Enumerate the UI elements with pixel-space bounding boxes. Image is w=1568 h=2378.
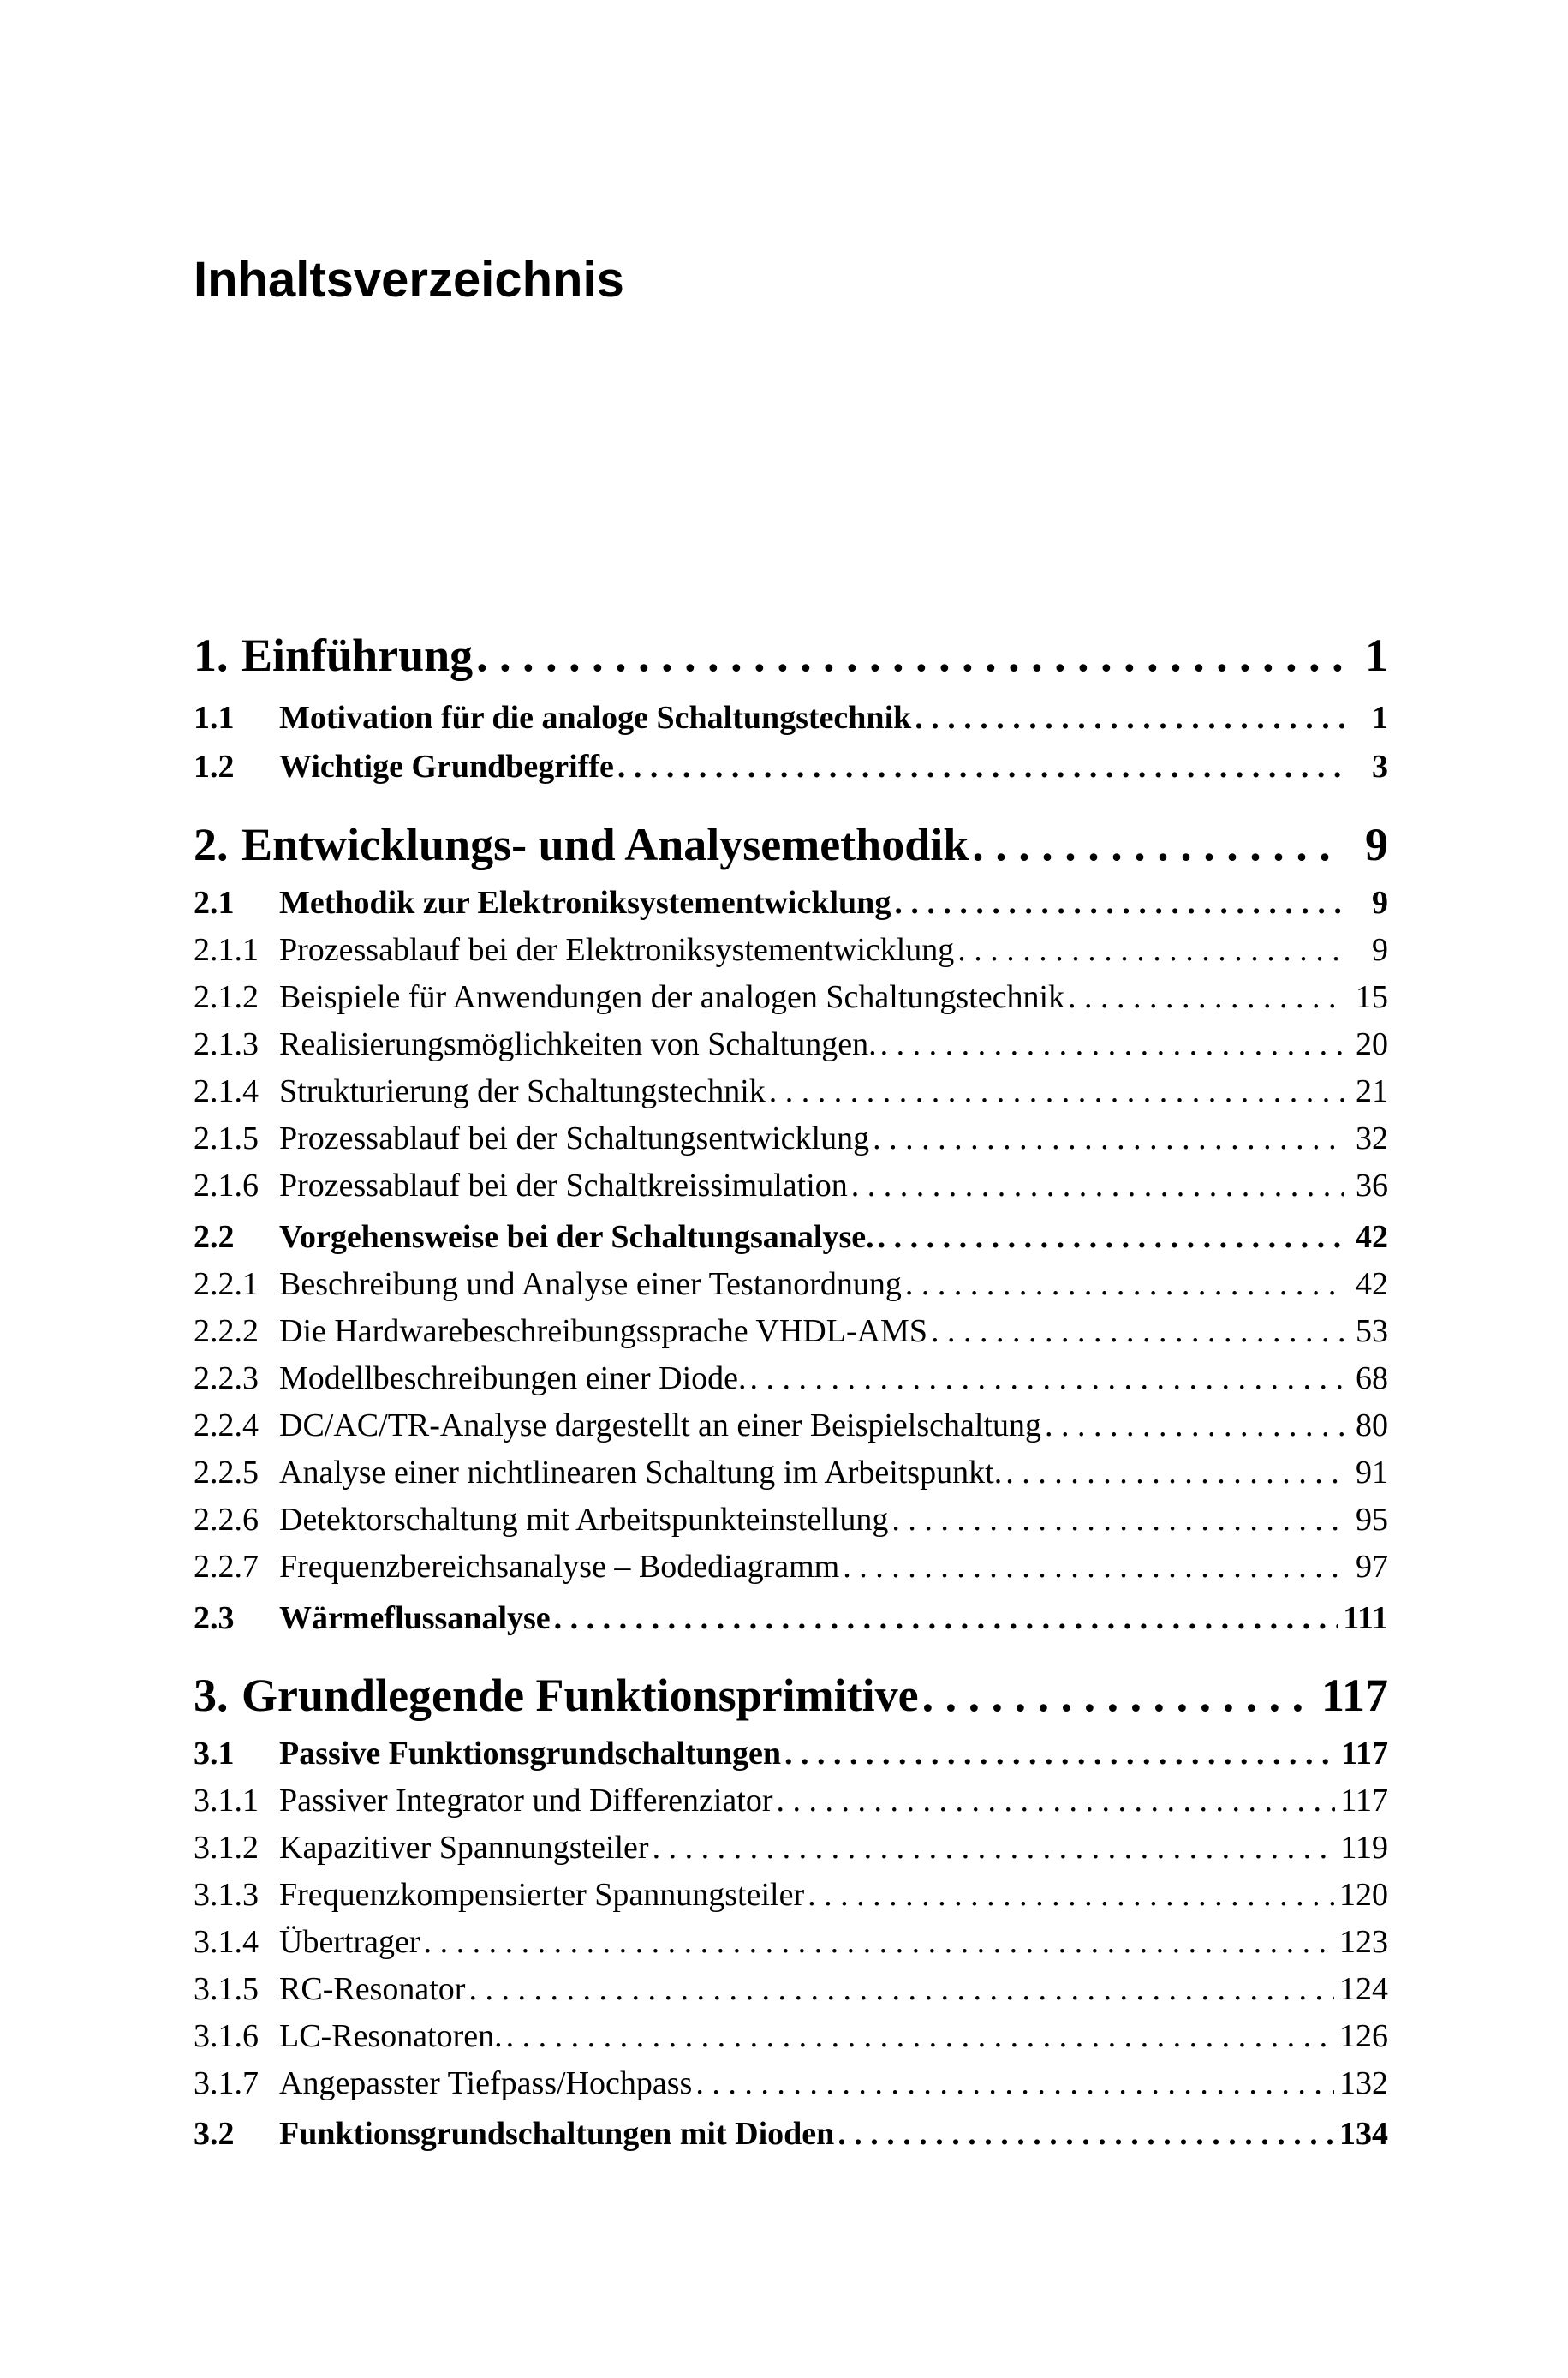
- toc-page: 123: [1339, 1924, 1388, 1960]
- toc-leader: [915, 702, 1344, 734]
- toc-page: 36: [1356, 1168, 1388, 1204]
- toc-leader: [891, 1503, 1344, 1536]
- toc-leader: [506, 2020, 1334, 2052]
- toc-page: 97: [1356, 1549, 1388, 1585]
- toc-title: Realisierungsmöglichkeiten von Schaltungen.: [279, 1026, 877, 1062]
- toc-number: 2.1.4: [194, 1073, 259, 1109]
- toc-leader: [843, 1550, 1344, 1583]
- toc-number: 3.1.7: [194, 2065, 259, 2101]
- toc-number: 2.1: [194, 885, 235, 921]
- toc-page: 68: [1356, 1360, 1388, 1396]
- toc-number: 3.1.2: [194, 1830, 259, 1866]
- toc-title: Kapazitiver Spannungsteiler: [279, 1830, 649, 1866]
- toc-leader: [873, 1122, 1344, 1155]
- toc-title: Die Hardwarebeschreibungssprache VHDL-AMS: [279, 1313, 927, 1349]
- toc-leader: [776, 1784, 1335, 1817]
- toc-section: [194, 702, 1388, 734]
- toc-page: 15: [1356, 979, 1388, 1015]
- toc-leader: [905, 1268, 1344, 1300]
- toc-page: 132: [1339, 2065, 1388, 2101]
- toc-page: 42: [1356, 1266, 1388, 1302]
- toc-number: 2.2.6: [194, 1502, 259, 1538]
- toc-number: 2.: [194, 819, 229, 870]
- toc-number: 2.3: [194, 1600, 235, 1636]
- toc-number: 2.1.5: [194, 1120, 259, 1156]
- toc-page: 9: [1365, 819, 1388, 870]
- toc-number: 3.1: [194, 1736, 235, 1772]
- toc-page: 1: [1365, 630, 1388, 681]
- toc-subsection: [194, 981, 1388, 1013]
- toc-page: 53: [1356, 1313, 1388, 1349]
- toc-leader: [424, 1926, 1334, 1958]
- toc-leader: [880, 1028, 1344, 1061]
- toc-title: Motivation für die analoge Schaltungstechnik: [279, 700, 912, 736]
- toc-leader: [784, 1737, 1336, 1770]
- toc-leader: [653, 1831, 1336, 1864]
- toc-page: 95: [1356, 1502, 1388, 1538]
- toc-leader: [931, 1315, 1344, 1347]
- toc-number: 2.2.2: [194, 1313, 259, 1349]
- toc-title: Beispiele für Anwendungen der analogen Schaltungstechnik: [279, 979, 1065, 1015]
- toc-number: 2.1.3: [194, 1026, 259, 1062]
- toc-leader: [554, 1602, 1338, 1634]
- toc-title: RC-Resonator: [279, 1971, 466, 2007]
- toc-title: Analyse einer nichtlinearen Schaltung im Arbeitspunkt.: [279, 1455, 1003, 1491]
- toc-leader: [838, 2118, 1334, 2150]
- toc-title: Übertrager: [279, 1924, 420, 1960]
- toc-page: 120: [1339, 1877, 1388, 1913]
- toc-subsection: [194, 2020, 1388, 2052]
- toc-leader: [894, 887, 1344, 919]
- toc-number: 2.2.5: [194, 1455, 259, 1491]
- toc-number: 1.1: [194, 700, 235, 736]
- table-of-contents: [194, 0, 1388, 2378]
- toc-page: 134: [1339, 2116, 1388, 2152]
- toc-leader: [750, 1362, 1344, 1395]
- toc-page: 9: [1372, 932, 1388, 968]
- toc-subsection: [194, 1409, 1388, 1442]
- toc-page: 111: [1343, 1600, 1388, 1636]
- toc-leader: [468, 1973, 1334, 2005]
- toc-subsection: [194, 1268, 1388, 1300]
- toc-title: Modellbeschreibungen einer Diode.: [279, 1360, 747, 1396]
- toc-leader: [972, 822, 1344, 868]
- toc-leader: [851, 1169, 1344, 1202]
- toc-title: DC/AC/TR-Analyse dargestellt an einer Beispielschaltung: [279, 1407, 1041, 1443]
- toc-number: 3.2: [194, 2116, 235, 2152]
- toc-title: Frequenzbereichsanalyse – Bodediagramm: [279, 1549, 840, 1585]
- toc-title: Wärmeflussanalyse: [279, 1600, 551, 1636]
- toc-subsection: [194, 1456, 1388, 1489]
- toc-number: 2.1.1: [194, 932, 259, 968]
- toc-subsection: [194, 1973, 1388, 2005]
- toc-page: 9: [1372, 885, 1388, 921]
- toc-page: 117: [1321, 1670, 1388, 1721]
- toc-section: [194, 2118, 1388, 2150]
- toc-number: 3.: [194, 1670, 229, 1721]
- toc-title: Passiver Integrator und Differenziator: [279, 1783, 773, 1819]
- toc-number: 2.2.4: [194, 1407, 259, 1443]
- toc-page: 119: [1340, 1830, 1388, 1866]
- toc-leader: [769, 1075, 1344, 1108]
- toc-subsection: [194, 1122, 1388, 1155]
- toc-leader: [1068, 981, 1344, 1013]
- toc-page: 126: [1339, 2018, 1388, 2054]
- toc-title: Einführung: [241, 630, 474, 681]
- toc-title: Prozessablauf bei der Schaltkreissimulation: [279, 1168, 848, 1204]
- toc-page: 1: [1372, 700, 1388, 736]
- toc-title: Grundlegende Funktionsprimitive: [241, 1670, 919, 1721]
- toc-title: Passive Funktionsgrundschaltungen: [279, 1736, 781, 1772]
- toc-page: 117: [1341, 1736, 1388, 1772]
- toc-number: 3.1.6: [194, 2018, 259, 2054]
- toc-number: 1.: [194, 630, 229, 681]
- toc-page: 32: [1356, 1120, 1388, 1156]
- toc-chapter: [194, 819, 1388, 870]
- toc-number: 2.2.7: [194, 1549, 259, 1585]
- toc-subsection: [194, 1831, 1388, 1864]
- toc-chapter: [194, 630, 1388, 681]
- toc-number: 2.1.6: [194, 1168, 259, 1204]
- toc-subsection: [194, 1315, 1388, 1347]
- toc-subsection: [194, 1503, 1388, 1536]
- toc-section: [194, 887, 1388, 919]
- toc-leader: [1005, 1456, 1344, 1489]
- toc-number: 3.1.3: [194, 1877, 259, 1913]
- toc-leader: [878, 1221, 1344, 1253]
- toc-title: Prozessablauf bei der Elektroniksystementwicklung: [279, 932, 955, 968]
- toc-number: 1.2: [194, 749, 235, 785]
- toc-number: 3.1.1: [194, 1783, 259, 1819]
- toc-title: Detektorschaltung mit Arbeitspunkteinstellung: [279, 1502, 889, 1538]
- toc-title: Strukturierung der Schaltungstechnik: [279, 1073, 766, 1109]
- toc-leader: [617, 750, 1344, 783]
- toc-page: 21: [1356, 1073, 1388, 1109]
- toc-page: 124: [1339, 1971, 1388, 2007]
- toc-subsection: [194, 2067, 1388, 2100]
- toc-number: 2.2.3: [194, 1360, 259, 1396]
- toc-subsection: [194, 1075, 1388, 1108]
- toc-number: 2.2: [194, 1219, 235, 1255]
- toc-title: Beschreibung und Analyse einer Testanordnung: [279, 1266, 902, 1302]
- toc-leader: [922, 1672, 1316, 1718]
- toc-subsection: [194, 1550, 1388, 1583]
- toc-subsection: [194, 934, 1388, 966]
- toc-section: [194, 1221, 1388, 1253]
- toc-section: [194, 1602, 1388, 1634]
- toc-title: Methodik zur Elektroniksystementwicklung: [279, 885, 891, 921]
- toc-section: [194, 750, 1388, 783]
- toc-leader: [808, 1879, 1334, 1911]
- toc-page: 80: [1356, 1407, 1388, 1443]
- toc-title: Wichtige Grundbegriffe: [279, 749, 614, 785]
- toc-title: Frequenzkompensierter Spannungsteiler: [279, 1877, 805, 1913]
- toc-leader: [957, 934, 1344, 966]
- toc-section: [194, 1737, 1388, 1770]
- toc-number: 2.1.2: [194, 979, 259, 1015]
- toc-subsection: [194, 1879, 1388, 1911]
- toc-number: 3.1.5: [194, 1971, 259, 2007]
- toc-chapter: [194, 1670, 1388, 1721]
- toc-page: 117: [1340, 1783, 1388, 1819]
- toc-title: LC-Resonatoren.: [279, 2018, 503, 2054]
- toc-page: 91: [1356, 1455, 1388, 1491]
- toc-title: Funktionsgrundschaltungen mit Dioden: [279, 2116, 835, 2152]
- toc-subsection: [194, 1028, 1388, 1061]
- toc-leader: [695, 2067, 1334, 2100]
- toc-number: 3.1.4: [194, 1924, 259, 1960]
- toc-subsection: [194, 1784, 1388, 1817]
- toc-number: 2.2.1: [194, 1266, 259, 1302]
- toc-subsection: [194, 1926, 1388, 1958]
- page-title: Inhaltsverzeichnis: [194, 252, 624, 308]
- toc-page: 42: [1356, 1219, 1388, 1255]
- toc-page: 20: [1356, 1026, 1388, 1062]
- toc-page: 3: [1372, 749, 1388, 785]
- toc-title: Prozessablauf bei der Schaltungsentwicklung: [279, 1120, 870, 1156]
- toc-subsection: [194, 1169, 1388, 1202]
- toc-leader: [476, 632, 1344, 678]
- toc-title: Angepasster Tiefpass/Hochpass: [279, 2065, 693, 2101]
- toc-subsection: [194, 1362, 1388, 1395]
- toc-title: Entwicklungs- und Analysemethodik: [241, 819, 969, 870]
- toc-title: Vorgehensweise bei der Schaltungsanalyse.: [279, 1219, 874, 1255]
- toc-leader: [1045, 1409, 1344, 1442]
